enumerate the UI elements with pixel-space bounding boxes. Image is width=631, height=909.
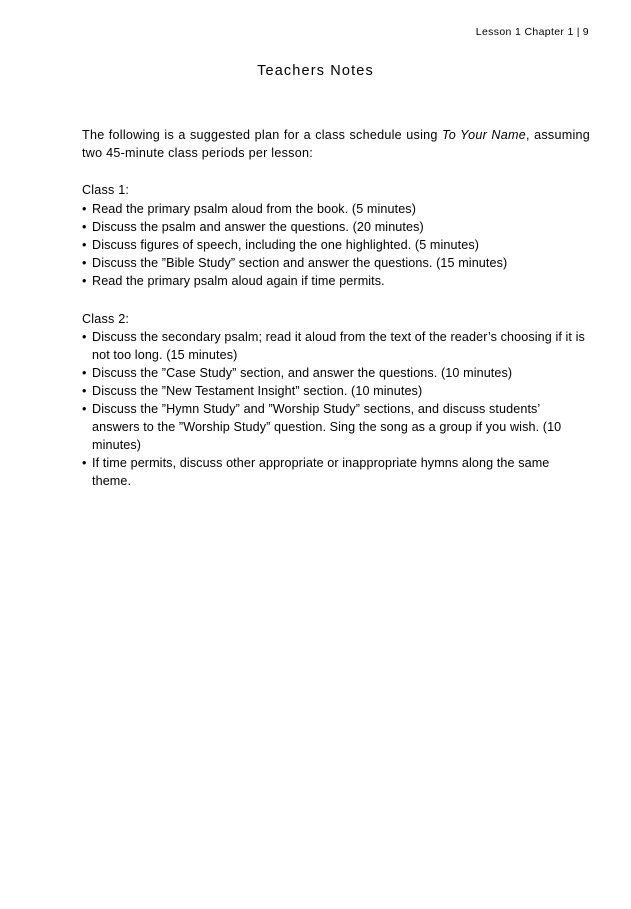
intro-text-after: , assuming two 45-minute class periods per lesson: xyxy=(82,128,590,160)
list-item xyxy=(82,382,590,400)
list-item-text: Discuss the ”Hymn Study” and ”Worship Study” sections, and discuss students’ answers to the ”Worship Study” question. Sing the song as a group if you wish. (10 minutes) xyxy=(92,402,562,452)
class-2-label: Class 2: xyxy=(82,311,130,326)
list-item xyxy=(82,454,590,490)
bullet-icon: • xyxy=(82,402,87,416)
list-item xyxy=(82,218,590,236)
list-item-text: Discuss figures of speech, including the one highlighted. (5 minutes) xyxy=(92,237,480,252)
list-item xyxy=(82,200,590,218)
book-title: To Your Name xyxy=(441,128,526,142)
list-item-text: Read the primary psalm aloud from the book. (5 minutes) xyxy=(92,201,416,216)
list-item-text: Discuss the ”Bible Study” section and answer the questions. (15 minutes) xyxy=(92,255,508,270)
list-item xyxy=(82,236,590,254)
list-item xyxy=(82,328,590,364)
bullet-icon: • xyxy=(82,237,87,252)
page-title: Teachers Notes xyxy=(257,63,374,79)
list-item-text: If time permits, discuss other appropriate or inappropriate hymns along the same theme. xyxy=(92,456,550,488)
list-item xyxy=(82,400,590,454)
list-item-text: Discuss the secondary psalm; read it aloud from the text of the reader’s choosing if it is not too long. (15 minutes) xyxy=(92,330,585,362)
list-item-text: Discuss the ”Case Study” section, and answer the questions. (10 minutes) xyxy=(92,366,513,380)
list-item xyxy=(82,364,590,382)
bullet-icon: • xyxy=(82,456,87,470)
class-1-label: Class 1: xyxy=(82,183,130,197)
document-body xyxy=(82,127,590,490)
bullet-icon: • xyxy=(82,366,87,380)
bullet-icon: • xyxy=(82,255,87,270)
intro-text-before: The following is a suggested plan for a class schedule using xyxy=(82,128,442,142)
bullet-icon: • xyxy=(82,330,87,344)
bullet-icon: • xyxy=(82,201,87,216)
class-2-bullet-list xyxy=(82,328,590,490)
running-header xyxy=(476,26,589,38)
list-item-text: Discuss the ”New Testament Insight” section. (10 minutes) xyxy=(92,384,423,398)
intro-paragraph xyxy=(82,127,590,162)
list-item xyxy=(82,272,590,290)
bullet-icon: • xyxy=(82,273,87,288)
list-item xyxy=(82,254,590,272)
bullet-icon: • xyxy=(82,219,87,234)
running-header-separator: | xyxy=(576,26,580,38)
running-header-lesson: Lesson 1 Chapter 1 xyxy=(475,26,574,38)
bullet-icon: • xyxy=(82,384,87,398)
running-header-page-number: 9 xyxy=(582,26,589,38)
class-1-bullet-list xyxy=(82,200,590,290)
list-item-text: Read the primary psalm aloud again if time permits. xyxy=(92,273,385,288)
list-item-text: Discuss the psalm and answer the questions. (20 minutes) xyxy=(92,219,424,234)
